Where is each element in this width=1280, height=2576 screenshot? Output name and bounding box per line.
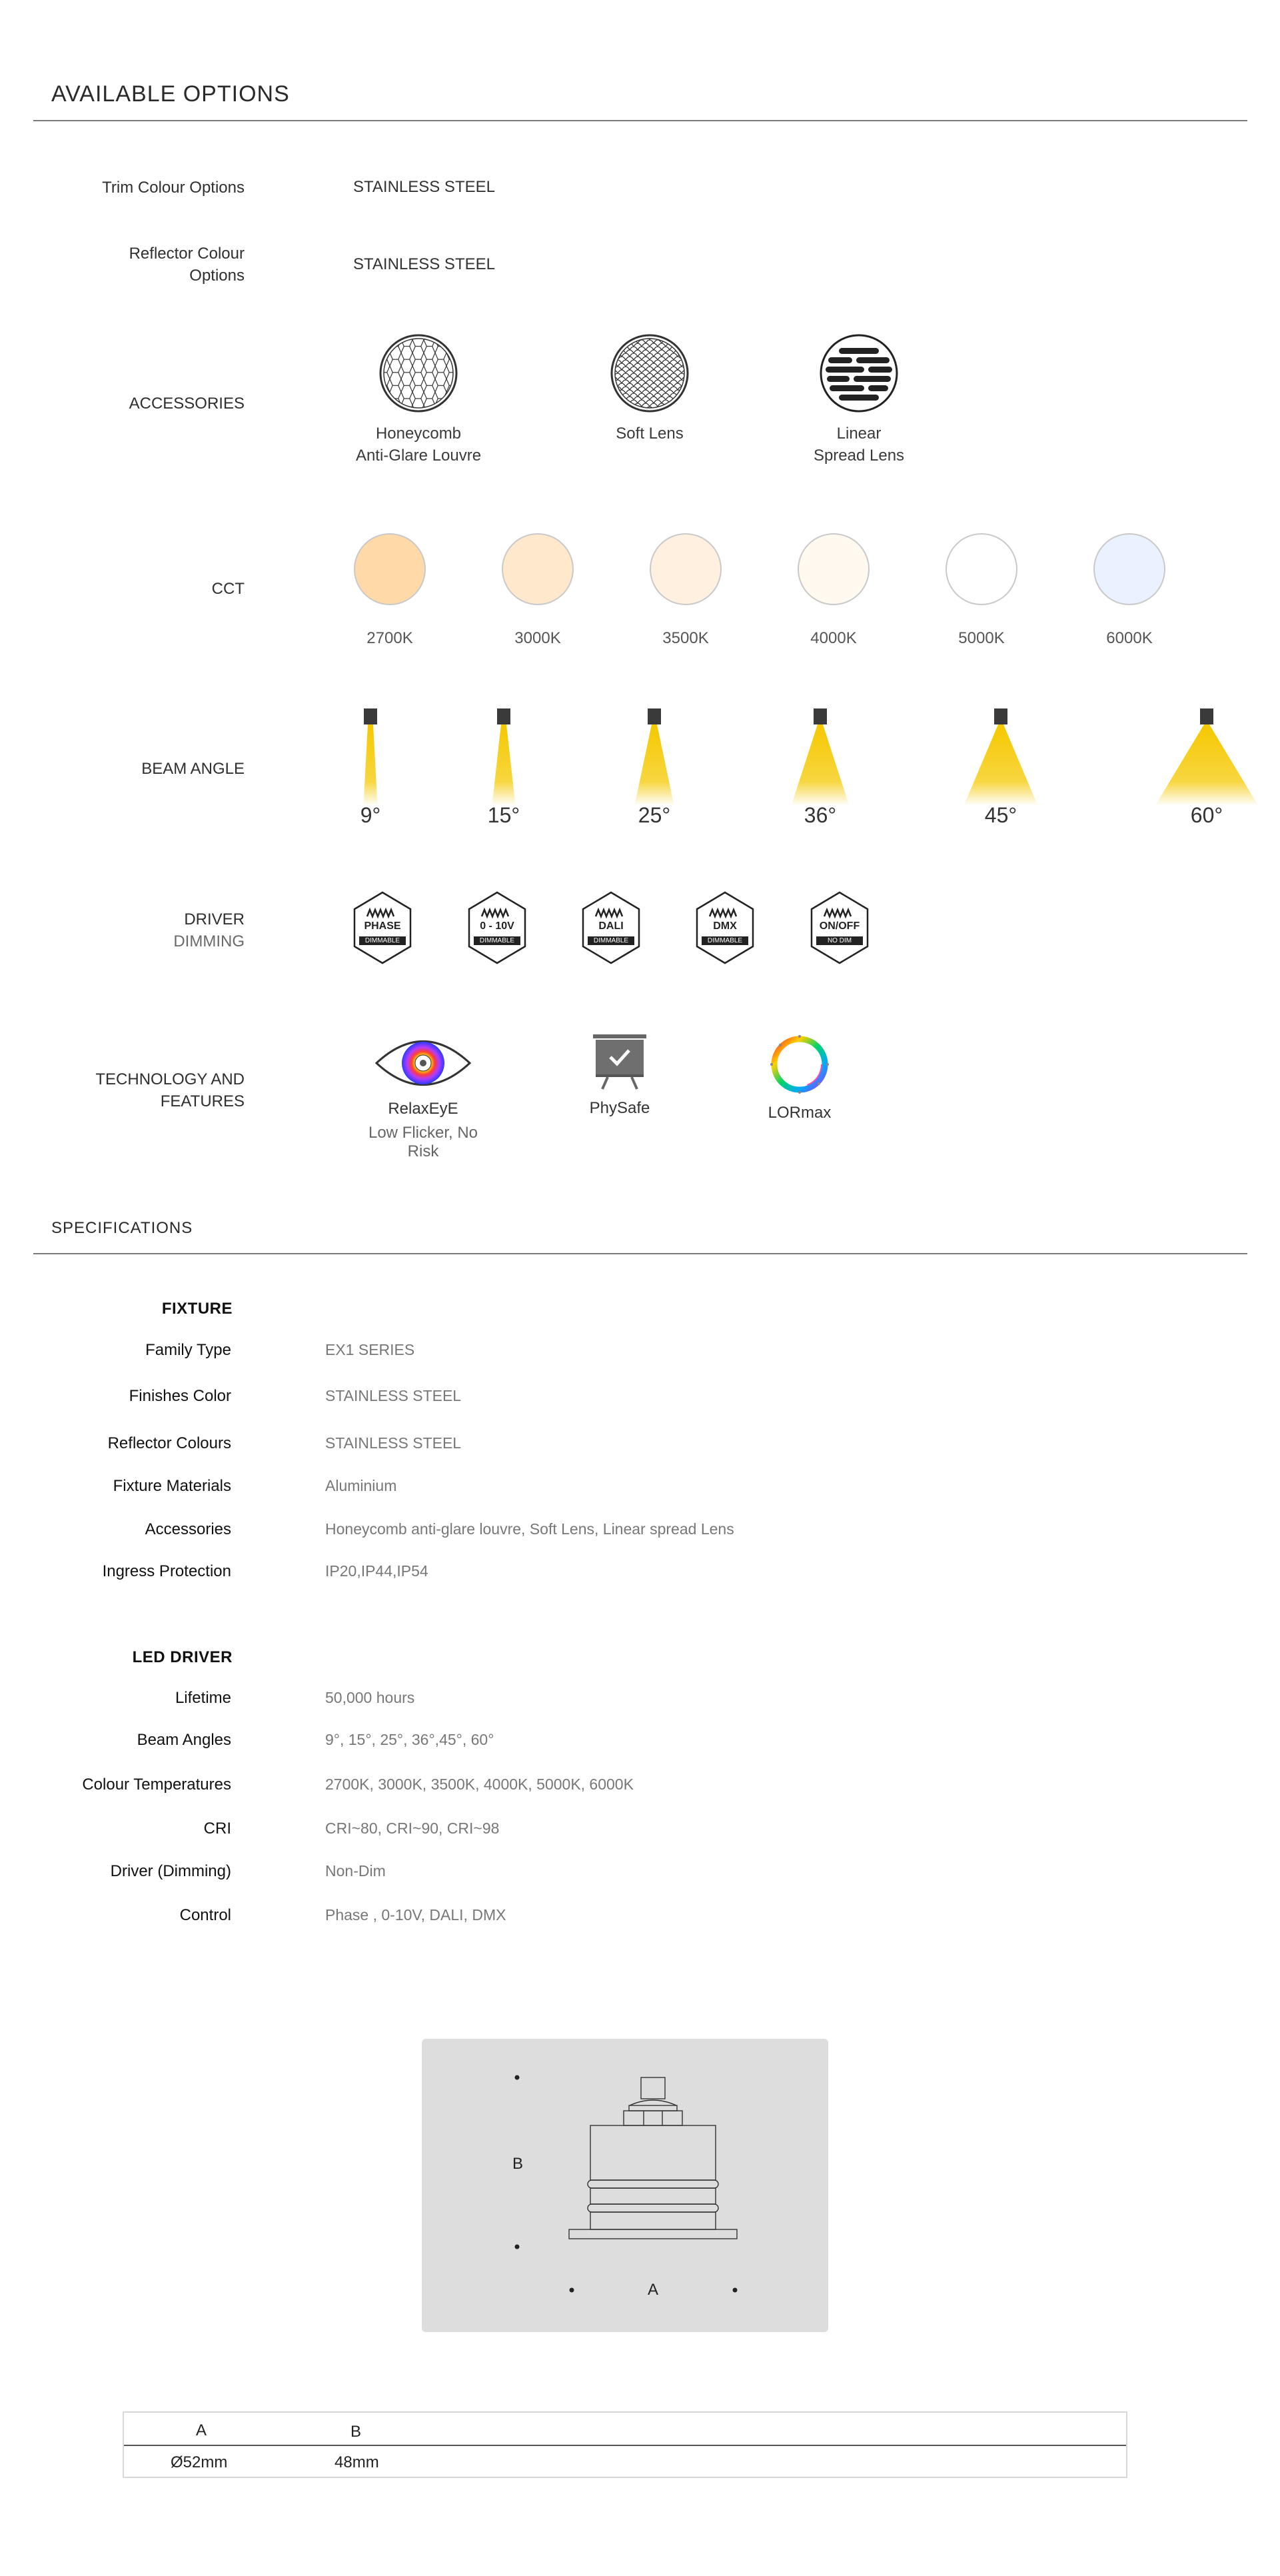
beam-cone-15 (437, 708, 570, 818)
driver-label-line2: DIMMING (173, 932, 245, 950)
spec-value: STAINLESS STEEL (325, 1387, 462, 1404)
fixture-heading: FIXTURE (161, 1300, 233, 1318)
spec-key: Finishes Color (129, 1387, 231, 1405)
accessory-soft-lens-line1: Soft Lens (616, 425, 684, 443)
cct-value-label: 2700K (366, 629, 413, 647)
spec-value: 9°, 15°, 25°, 36°,45°, 60° (325, 1731, 494, 1748)
spec-key: Lifetime (175, 1689, 231, 1707)
spec-value: Honeycomb anti-glare louvre, Soft Lens, Linear spread Lens (325, 1520, 734, 1538)
beam-cone-60 (1140, 708, 1273, 818)
accessory-honeycomb-line2: Anti-Glare Louvre (355, 447, 482, 465)
tech-relaxeye (352, 1032, 494, 1161)
beam-angle-value: 45° (984, 803, 1017, 827)
specifications-title: SPECIFICATIONS (51, 1219, 193, 1237)
cct-swatch (354, 533, 426, 605)
driver-type-label: 0 - 10V (480, 920, 514, 932)
lormax-name: LORmax (768, 1104, 832, 1122)
spec-value: STAINLESS STEEL (325, 1434, 462, 1452)
driver-type-label: PHASE (364, 920, 401, 932)
spec-value: 50,000 hours (325, 1689, 415, 1706)
tech-lormax (760, 1030, 840, 1122)
accessory-linear-line1: Linear (836, 425, 882, 443)
options-divider (33, 120, 1247, 121)
cct-item-3500k (642, 533, 729, 648)
cct-value-label: 4000K (810, 629, 857, 647)
dimension-header-b: B (350, 2423, 362, 2441)
spec-value: 2700K, 3000K, 3500K, 4000K, 5000K, 6000K (325, 1776, 634, 1793)
dimension-diagram (422, 2039, 828, 2332)
specs-divider (33, 1253, 1247, 1254)
driver-dim-label: NO DIM (827, 937, 852, 944)
beam-angle-value: 60° (1190, 803, 1223, 827)
spec-value: IP20,IP44,IP54 (325, 1562, 428, 1580)
driver-type-label: DMX (713, 920, 737, 932)
accessory-soft-lens (570, 333, 730, 445)
beam-angle-value: 9° (360, 803, 381, 827)
spec-value: CRI~80, CRI~90, CRI~98 (325, 1820, 500, 1837)
reflector-colour-label (129, 243, 245, 287)
cct-value-label: 6000K (1106, 629, 1153, 647)
dali-dimming-icon (581, 891, 641, 964)
spec-key: CRI (203, 1820, 231, 1838)
linear-spread-icon (819, 333, 899, 413)
lormax-ring-icon (765, 1030, 834, 1099)
cct-item-5000k (938, 533, 1025, 648)
spec-value: Phase , 0-10V, DALI, DMX (325, 1906, 506, 1924)
dimension-table (123, 2411, 1127, 2478)
driver-dimming-label (173, 908, 245, 952)
beam-cone-9 (304, 708, 437, 818)
spec-key: Colour Temperatures (82, 1776, 231, 1794)
spec-key: Reflector Colours (107, 1434, 231, 1452)
accessory-honeycomb-line1: Honeycomb (375, 425, 462, 443)
cct-value-label: 5000K (958, 629, 1005, 647)
cct-swatch (1093, 533, 1165, 605)
dimension-b-label: B (512, 2155, 524, 2173)
cct-value-label: 3000K (514, 629, 561, 647)
accessories-label: ACCESSORIES (129, 395, 245, 413)
accessory-honeycomb (338, 333, 498, 467)
driver-label-line1: DRIVER (184, 910, 245, 928)
cct-item-2700k (346, 533, 433, 648)
eye-icon (373, 1032, 473, 1095)
beam-angle-value: 25° (638, 803, 671, 827)
driver-dim-label: DIMMABLE (593, 937, 629, 944)
spec-value: Aluminium (325, 1477, 397, 1494)
physafe-name: PhySafe (589, 1099, 650, 1117)
reflector-colour-value: STAINLESS STEEL (353, 255, 495, 273)
cct-swatch (650, 533, 722, 605)
cct-swatch (502, 533, 574, 605)
technology-label (95, 1068, 245, 1112)
cct-value-label: 3500K (662, 629, 709, 647)
driver-dim-label: DIMMABLE (707, 937, 743, 944)
spec-key: Beam Angles (137, 1731, 231, 1749)
spec-key: Control (179, 1906, 231, 1924)
dimension-header-a: A (196, 2421, 207, 2439)
spec-key: Family Type (145, 1341, 231, 1359)
cct-item-3000k (494, 533, 581, 648)
dimension-table-header (124, 2413, 1126, 2446)
cct-item-4000k (790, 533, 877, 648)
spec-key: Driver (Dimming) (110, 1862, 231, 1880)
accessory-linear-spread (779, 333, 939, 467)
driver-dim-label: DIMMABLE (364, 937, 400, 944)
dmx-dimming-icon (695, 891, 755, 964)
driver-type-label: ON/OFF (819, 920, 860, 932)
available-options-title: AVAILABLE OPTIONS (51, 81, 290, 107)
fixture-drawing (422, 2039, 828, 2332)
trim-colour-value: STAINLESS STEEL (353, 178, 495, 196)
tech-physafe (580, 1033, 660, 1118)
spec-value: EX1 SERIES (325, 1341, 415, 1358)
trim-colour-label: Trim Colour Options (102, 179, 245, 197)
reflector-label-line1: Reflector Colour (129, 245, 245, 263)
honeycomb-icon (378, 333, 458, 413)
cct-item-6000k (1086, 533, 1173, 648)
beam-cone-45 (934, 708, 1067, 818)
phase-dimming-icon (352, 891, 412, 964)
tech-label-line2: FEATURES (160, 1092, 245, 1110)
spec-value: Non-Dim (325, 1862, 386, 1880)
tech-label-line1: TECHNOLOGY AND (95, 1070, 245, 1088)
led-driver-heading: LED DRIVER (132, 1648, 233, 1666)
beam-angle-value: 15° (487, 803, 520, 827)
cct-label: CCT (211, 580, 245, 598)
beam-angle-label: BEAM ANGLE (141, 760, 245, 778)
dimension-value-a: Ø52mm (171, 2453, 228, 2471)
spec-key: Ingress Protection (102, 1562, 231, 1580)
cct-swatch (798, 533, 870, 605)
spec-key: Accessories (145, 1520, 231, 1538)
relaxeye-name: RelaxEyE (388, 1100, 458, 1118)
relaxeye-sub: Low Flicker, No Risk (368, 1124, 478, 1160)
accessory-linear-line2: Spread Lens (813, 447, 905, 465)
reflector-label-line2: Options (189, 267, 245, 285)
on-off-icon (810, 891, 870, 964)
dimension-value-b: 48mm (334, 2453, 379, 2471)
driver-type-label: DALI (598, 920, 624, 932)
physafe-icon (590, 1033, 649, 1092)
0-10v-dimming-icon (467, 891, 527, 964)
dimension-a-label: A (648, 2281, 659, 2299)
cct-swatch (946, 533, 1017, 605)
beam-angle-value: 36° (804, 803, 837, 827)
beam-cone-25 (588, 708, 721, 818)
driver-dim-label: DIMMABLE (479, 937, 515, 944)
spec-key: Fixture Materials (113, 1477, 231, 1495)
soft-lens-icon (610, 333, 690, 413)
beam-cone-36 (754, 708, 887, 818)
